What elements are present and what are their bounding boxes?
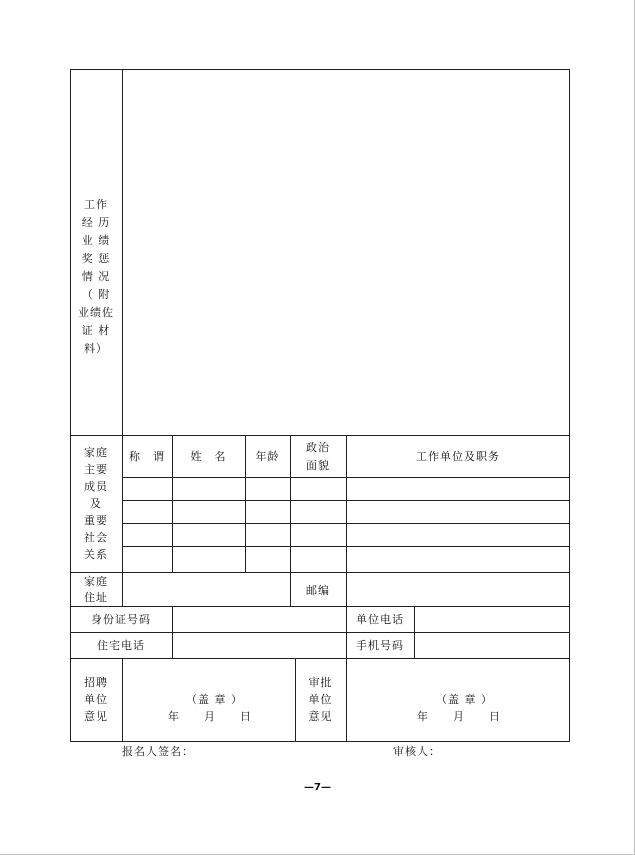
recruit-label-line: 意见 <box>84 710 108 723</box>
col-header-work-unit: 工作单位及职务 <box>416 450 500 463</box>
family-label-line: 家庭 <box>84 446 108 459</box>
recruit-date-text: 年 月 日 <box>168 710 252 723</box>
page-number: —7— <box>304 782 331 793</box>
work-label-line: 证 材 <box>81 324 111 337</box>
approve-date-text: 年 月 日 <box>417 710 501 723</box>
id-number-field[interactable] <box>173 607 346 632</box>
family-label-line: 社会 <box>84 531 108 544</box>
address-label-line: 住址 <box>84 591 108 604</box>
family-label-line: 主要 <box>84 463 108 476</box>
mobile-label: 手机号码 <box>356 639 404 652</box>
work-label-line: （ 附 <box>81 288 111 301</box>
work-experience-field[interactable] <box>123 70 569 435</box>
home-phone-field[interactable] <box>173 633 346 658</box>
family-label-line: 及 <box>90 497 102 510</box>
col-header-political: 面貌 <box>306 459 330 472</box>
work-phone-label: 单位电话 <box>356 613 404 626</box>
applicant-signature-label: 报名人签名： <box>122 745 194 758</box>
recruit-label-line: 单位 <box>84 693 108 706</box>
approve-label-line: 单位 <box>308 693 333 706</box>
col-header-relation: 称 谓 <box>129 450 165 463</box>
id-number-label: 身份证号码 <box>91 613 151 626</box>
work-label-line: 情 况 <box>81 270 111 283</box>
work-label-line: 业绩佐 <box>78 306 114 319</box>
mobile-field[interactable] <box>415 633 569 658</box>
family-label-line: 重要 <box>84 514 108 527</box>
postcode-field[interactable] <box>347 573 569 606</box>
family-label-line: 关系 <box>84 548 108 561</box>
col-header-age: 年龄 <box>255 450 280 463</box>
recruit-seal-text: （盖 章 ） <box>186 693 243 706</box>
recruit-label-line: 招聘 <box>84 676 108 689</box>
approve-seal-text: （盖 章 ） <box>436 693 493 706</box>
work-label-line: 业 绩 <box>81 234 111 247</box>
col-header-name: 姓 名 <box>190 450 227 463</box>
approve-label-line: 审批 <box>308 676 333 689</box>
family-label-line: 成员 <box>84 480 108 493</box>
home-phone-label: 住宅电话 <box>97 639 145 652</box>
postcode-label: 邮编 <box>306 584 330 597</box>
reviewer-label: 审核人： <box>393 745 441 758</box>
work-label-line: 奖 惩 <box>81 252 111 265</box>
address-field[interactable] <box>123 573 290 606</box>
work-label-line: 料） <box>84 342 108 355</box>
work-phone-field[interactable] <box>415 607 569 632</box>
work-label-line: 经 历 <box>81 216 111 229</box>
approve-label-line: 意见 <box>308 710 333 723</box>
work-label-line: 工作 <box>84 198 108 211</box>
col-header-political: 政治 <box>306 441 330 454</box>
address-label-line: 家庭 <box>84 575 108 588</box>
